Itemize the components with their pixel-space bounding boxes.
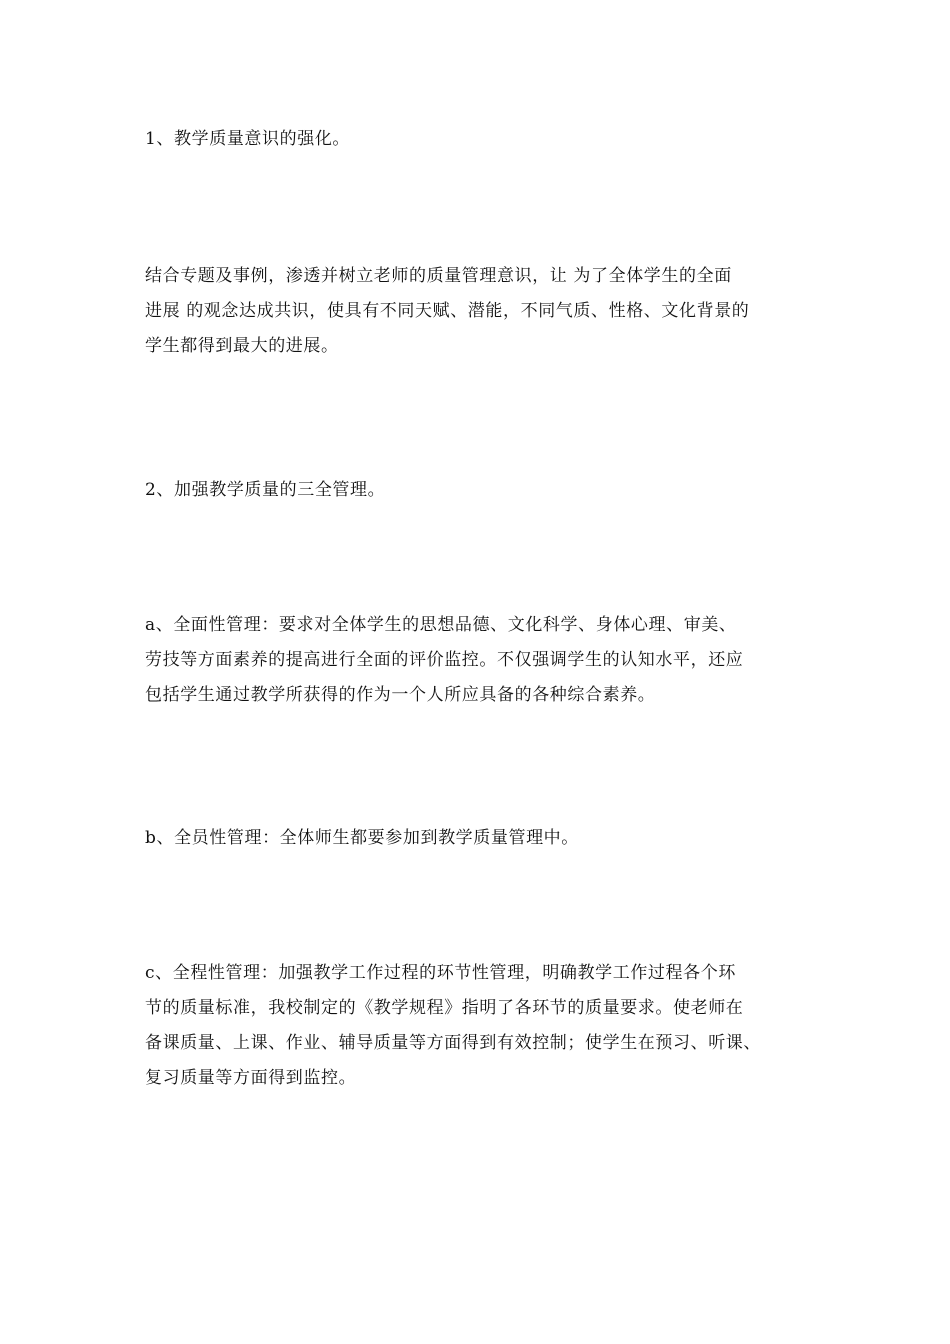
text-line: 劳技等方面素养的提高进行全面的评价监控。不仅强调学生的认知水平，还应 [145,650,744,670]
text-line: 节的质量标准，我校制定的《教学规程》指明了各环节的质量要求。使老师在 [145,998,744,1018]
text-line: c、全程性管理：加强教学工作过程的环节性管理，明确教学工作过程各个环 [145,963,736,983]
text-line: 2、加强教学质量的三全管理。 [145,480,386,500]
text-line: a、全面性管理：要求对全体学生的思想品德、文化科学、身体心理、审美、 [145,615,737,635]
paragraph-comprehensive-management [145,608,810,713]
paragraph-quality-awareness [145,259,810,364]
paragraph-whole-process-management [145,956,810,1096]
text-line: 复习质量等方面得到监控。 [145,1068,357,1088]
paragraph-heading-2 [145,473,810,508]
text-line: 结合专题及事例，渗透并树立老师的质量管理意识，让 为了全体学生的全面 [145,266,732,286]
text-line: 进展 的观念达成共识，使具有不同天赋、潜能，不同气质、性格、文化背景的 [145,301,750,321]
text-line: 包括学生通过教学所获得的作为一个人所应具备的各种综合素养。 [145,685,656,705]
text-line: 1、教学质量意识的强化。 [145,129,351,149]
text-line: 学生都得到最大的进展。 [145,336,339,356]
paragraph-heading-1 [145,122,810,157]
text-line: 备课质量、上课、作业、辅导质量等方面得到有效控制；使学生在预习、听课、 [145,1033,761,1053]
paragraph-all-staff-management [145,821,810,856]
text-line: b、全员性管理：全体师生都要参加到教学质量管理中。 [145,828,579,848]
